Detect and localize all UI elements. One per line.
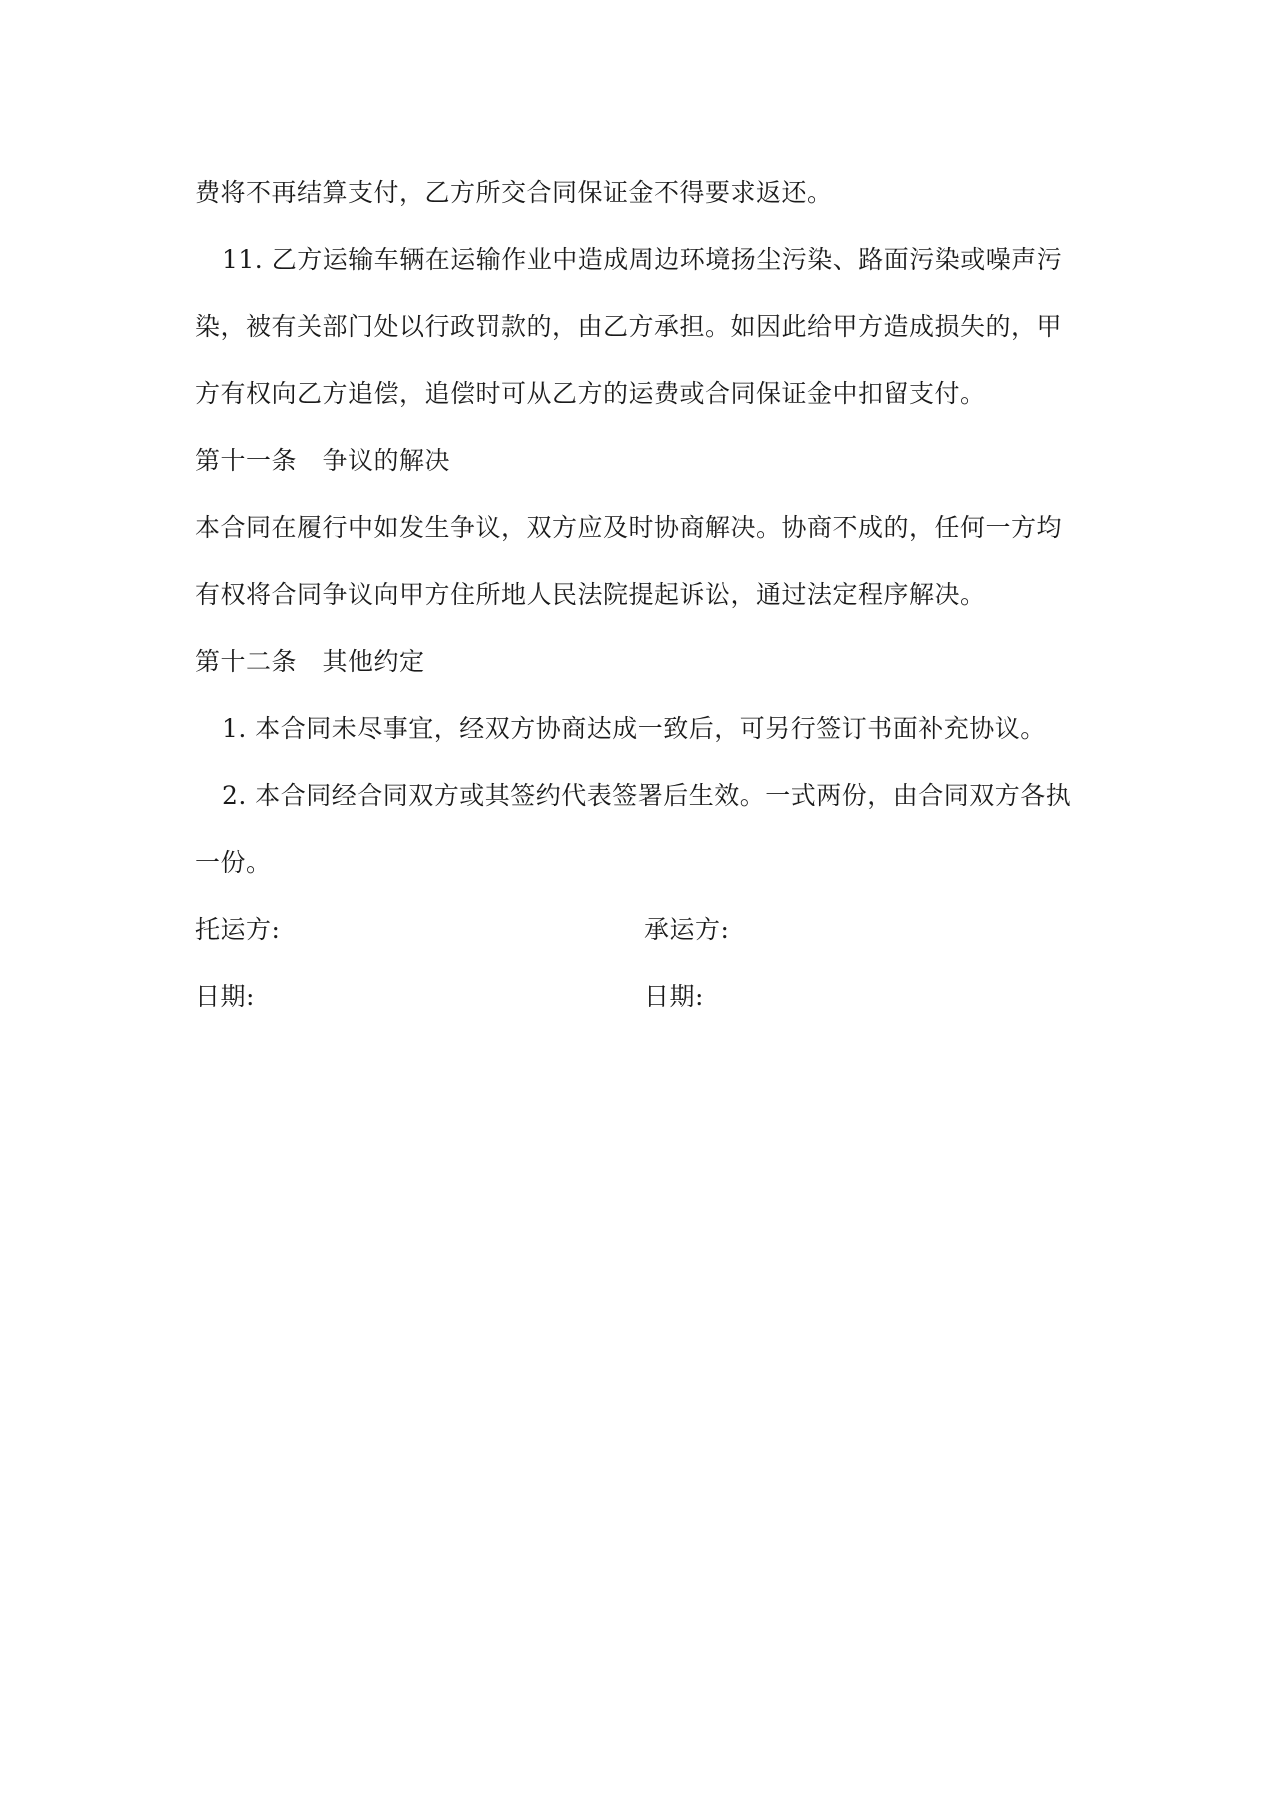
paragraph-line: 本合同在履行中如发生争议，双方应及时协商解决。协商不成的，任何一方均 <box>195 513 1063 542</box>
paragraph-line: 一份。 <box>195 848 272 877</box>
paragraph-line: 费将不再结算支付，乙方所交合同保证金不得要求返还。 <box>195 178 833 207</box>
shipper-date-label: 日期: <box>195 982 255 1011</box>
carrier-label: 承运方: <box>644 915 730 944</box>
clause-2-line: 2. 本合同经合同双方或其签约代表签署后生效。一式两份，由合同双方各执 <box>222 781 1072 810</box>
paragraph-line: 有权将合同争议向甲方住所地人民法院提起诉讼，通过法定程序解决。 <box>195 580 986 609</box>
article-11-heading: 第十一条 争议的解决 <box>195 446 451 475</box>
article-12-heading: 第十二条 其他约定 <box>195 647 425 676</box>
shipper-label: 托运方: <box>195 915 281 944</box>
carrier-date-label: 日期: <box>644 982 704 1011</box>
paragraph-line: 染，被有关部门处以行政罚款的，由乙方承担。如因此给甲方造成损失的，甲 <box>195 312 1063 341</box>
clause-11-line: 11. 乙方运输车辆在运输作业中造成周边环境扬尘污染、路面污染或噪声污 <box>222 245 1063 274</box>
paragraph-line: 方有权向乙方追偿，追偿时可从乙方的运费或合同保证金中扣留支付。 <box>195 379 986 408</box>
clause-1-line: 1. 本合同未尽事宜，经双方协商达成一致后，可另行签订书面补充协议。 <box>222 714 1046 743</box>
